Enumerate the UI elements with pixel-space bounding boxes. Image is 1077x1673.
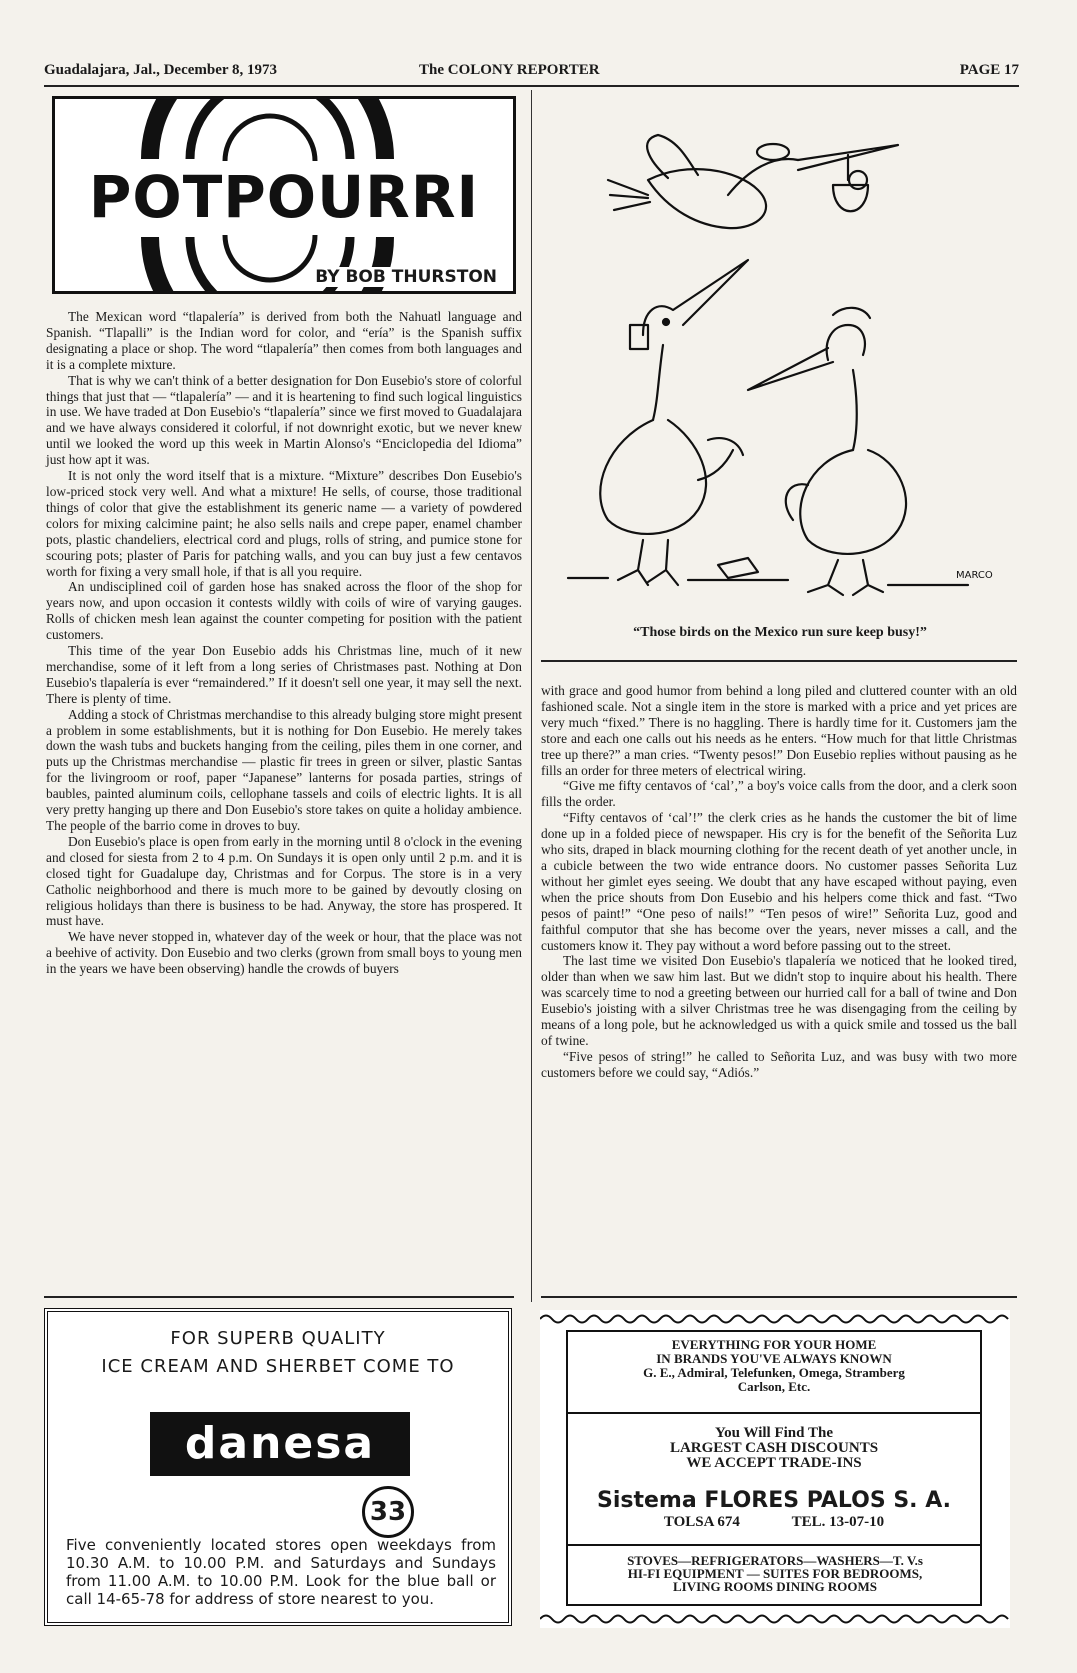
- article-paragraph: We have never stopped in, whatever day of the week or hour, that the place was not a beehive of activity. Don Eusebio and two clerks (grown from small boys to young men in the years we have been observing) handle the crowds of buyers: [46, 929, 522, 977]
- danesa-number-badge: 33: [362, 1486, 414, 1538]
- newspaper-name: The COLONY REPORTER: [419, 62, 600, 78]
- article-column-right: [541, 683, 1017, 1081]
- wavy-border-top-icon: [540, 1312, 1010, 1326]
- caption-rule: [541, 660, 1017, 662]
- ad-block-products: [576, 1554, 974, 1593]
- ad-line: IN BRANDS YOU'VE ALWAYS KNOWN: [656, 1351, 892, 1366]
- ad-separator: [568, 1412, 980, 1414]
- store-address: TOLSA 674: [663, 1514, 740, 1530]
- column-title: POTPOURRI: [88, 163, 480, 231]
- ad-block-discounts: [568, 1426, 980, 1471]
- store-contact: [568, 1514, 980, 1531]
- article-paragraph: Don Eusebio's place is open from early in the morning until 8 o'clock in the evening and closed for siesta from 2 to 4 p.m. On Sundays it is open only until 2 p.m. and it is closed tight for Guadalupe day, Christmas and for Corpus. The store is in a very Catholic neighborhood and there is much more to be gained by devoutly closing on religious holidays than there is business to be had. Anyway, the store has prospered. It must have.: [46, 833, 522, 929]
- ad-line: HI-FI EQUIPMENT — SUITES FOR BEDROOMS,: [627, 1566, 923, 1581]
- dateline: Guadalajara, Jal., December 8, 1973: [44, 62, 278, 78]
- ad-line: EVERYTHING FOR YOUR HOME: [671, 1337, 877, 1352]
- flores-palos-advertisement: [540, 1310, 1010, 1628]
- page-number: PAGE 17: [959, 62, 1019, 78]
- article-paragraph: An undisciplined coil of garden hose has snaked across the floor of the shop for years now, and upon occasion it contests wildly with coils of wire of varying gauges. Rolls of chicken mesh lean against the counter competing for position with the patient customers.: [46, 579, 522, 643]
- ad-rule-left: [44, 1296, 514, 1298]
- ad-line: LIVING ROOMS DINING ROOMS: [672, 1579, 878, 1594]
- article-paragraph: Adding a stock of Christmas merchandise to this already bulging store might present a problem in some establishments, but it is nothing for Don Eusebio. He merely takes down the wash tubs and buckets hanging from the ceiling, piles them in one corner, and puts up the Christmas merchandise — plastic fir trees in green or silver, plastic Santas for the livingroom or roof, paper “Japanese” lanterns for posada parties, strings of baubles, painted aluminum coils, cellophane tassels and coils of electric lights. It is all very pretty hanging up there and Don Eusebio's store takes on quite a holiday ambience. The people of the barrio come in droves to buy.: [46, 706, 522, 833]
- column-masthead: [52, 96, 516, 294]
- ad-line: WE ACCEPT TRADE-INS: [686, 1455, 862, 1471]
- article-paragraph: The Mexican word “tlapalería” is derived from both the Nahuatl language and Spanish. “Tlapalli” is the Indian word for color, and “ería” is the Spanish suffix designating a place or shop. The word “tlapalería” then comes from both languages and it is a complete mixture.: [46, 309, 522, 372]
- ad-line: Carlson, Etc.: [737, 1379, 811, 1394]
- column-divider: [531, 90, 532, 1302]
- storks-cartoon-icon: [548, 100, 1016, 600]
- article-paragraph: “Fifty centavos of ‘cal’!” the clerk cries as he hands the customer the bit of lime done up in a folded piece of newspaper. His cry is for the benefit of the Señorita Luz who sits, draped in black mourning clothing for the recent death of yet another uncle, in a cubicle between the two wide entrance doors. No customer passes Señorita Luz without her gimlet eyes seeing. We doubt that any have escaped without paying, even when the price shouts from Don Eusebio and his helpers come thick and fast. “Two pesos of paint!” “One peso of nails!” “Ten pesos of wire!” Señorita Luz, good and faithful computor that she has become over the years, never misses a call, and the customers know it. They pay without a word before passing out to the street.: [541, 810, 1017, 953]
- ad-subheadline: ICE CREAM AND SHERBET COME TO: [101, 1356, 455, 1377]
- article-paragraph: It is not only the word itself that is a mixture. “Mixture” describes Don Eusebio's low-priced stock very well. And what a mixture! He sells, of course, those traditional things of color that give the establishment its generic name — a variety of powdered colors for mixing calcimine paint; he also sells nails and crepe paper, enamel chamber pots, plastic chandeliers, electrical cord and plugs, rolls of string, and pumice stone for scouring pots; plaster of Paris for patching walls, and you can buy just a few centavos worth for fixing a very small hole, if that is all you require.: [46, 468, 522, 579]
- store-brand: Sistema FLORES PALOS S. A.: [596, 1488, 951, 1513]
- article-paragraph: “Give me fifty centavos of ‘cal’,” a boy's voice calls from the door, and a clerk soon fills the order.: [541, 778, 1017, 810]
- article-paragraph: This time of the year Don Eusebio adds his Christmas line, much of it new merchandise, some of it left from a long series of Christmases past. Nothing at Don Eusebio's tlapalería is ever “remaindered.” If it doesn't sell one year, it may sell the next. There is plenty of time.: [46, 643, 522, 706]
- ad-inner-box: [566, 1330, 982, 1606]
- article-paragraph: That is why we can't think of a better designation for Don Eusebio's store of colorful things that just that — “tlapalería” — and it is heartening to find such logical linguistics in use. We have traded at Don Eusebio's “tlapalería” since we first moved to Guadalajara and we have always considered it colorful, if not downright exotic, but we never knew until we looked the word up this week in Martin Alonso's “Enciclopedia del Idioma” just how apt it was.: [46, 372, 522, 468]
- ad-line: G. E., Admiral, Telefunken, Omega, Stramberg: [643, 1365, 905, 1380]
- ad-headline: FOR SUPERB QUALITY: [170, 1328, 386, 1349]
- ad-rule-right: [541, 1296, 1017, 1298]
- danesa-logo: danesa: [150, 1412, 410, 1476]
- ad-line: STOVES—REFRIGERATORS—WASHERS—T. V.s: [627, 1553, 923, 1568]
- header-rule: [44, 85, 1019, 87]
- article-paragraph: with grace and good humor from behind a long piled and cluttered counter with an old fashioned scale. Not a single item in the store is marked with a price and yet prices are very much “fixed.” There is no haggling. There is hardly time for it. Customers jam the store and each one calls out his needs as he enters. “How much for that little Christmas tree up there?” a man cries. “Twenty pesos!” Don Eusebio replies without pausing as he fills an order for three meters of electrical wiring.: [541, 683, 1017, 778]
- cartoon-illustration: [548, 100, 1016, 600]
- store-phone: TEL. 13-07-10: [791, 1514, 885, 1530]
- ad-line: LARGEST CASH DISCOUNTS: [669, 1440, 879, 1456]
- article-column-left: [46, 309, 522, 977]
- danesa-advertisement: [44, 1308, 512, 1626]
- cartoon-caption: “Those birds on the Mexico run sure keep busy!”: [633, 625, 927, 640]
- wavy-border-bottom-icon: [540, 1612, 1010, 1626]
- article-paragraph: “Five pesos of string!” he called to Señorita Luz, and was busy with two more customers before we could say, “Adiós.”: [541, 1048, 1017, 1080]
- byline: BY BOB THURSTON: [315, 267, 497, 287]
- article-paragraph: The last time we visited Don Eusebio's tlapalería we noticed that he looked tired, older than when we saw him last. But we didn't stop to inquire about his health. There was scarcely time to nod a greeting between our hurried call for a ball of twine and Don Eusebio's joisting with a silver Christmas tree he was disengaging from the ceiling by means of a long pole, but he acknowledged us with a quick smile and tossed us the ball of twine.: [541, 953, 1017, 1048]
- ad-body-text: Five conveniently located stores open weekdays from 10.30 A.M. to 10.00 P.M. and Saturdays and Sundays from 11.00 A.M. to 10.00 P.M. Look for the blue ball or call 14-65-78 for address of store nearest to you.: [66, 1536, 496, 1608]
- ad-separator: [568, 1544, 980, 1546]
- cartoon-signature: MARCO: [956, 570, 993, 581]
- ad-block-brands: [568, 1338, 980, 1394]
- ad-line: You Will Find The: [715, 1425, 833, 1441]
